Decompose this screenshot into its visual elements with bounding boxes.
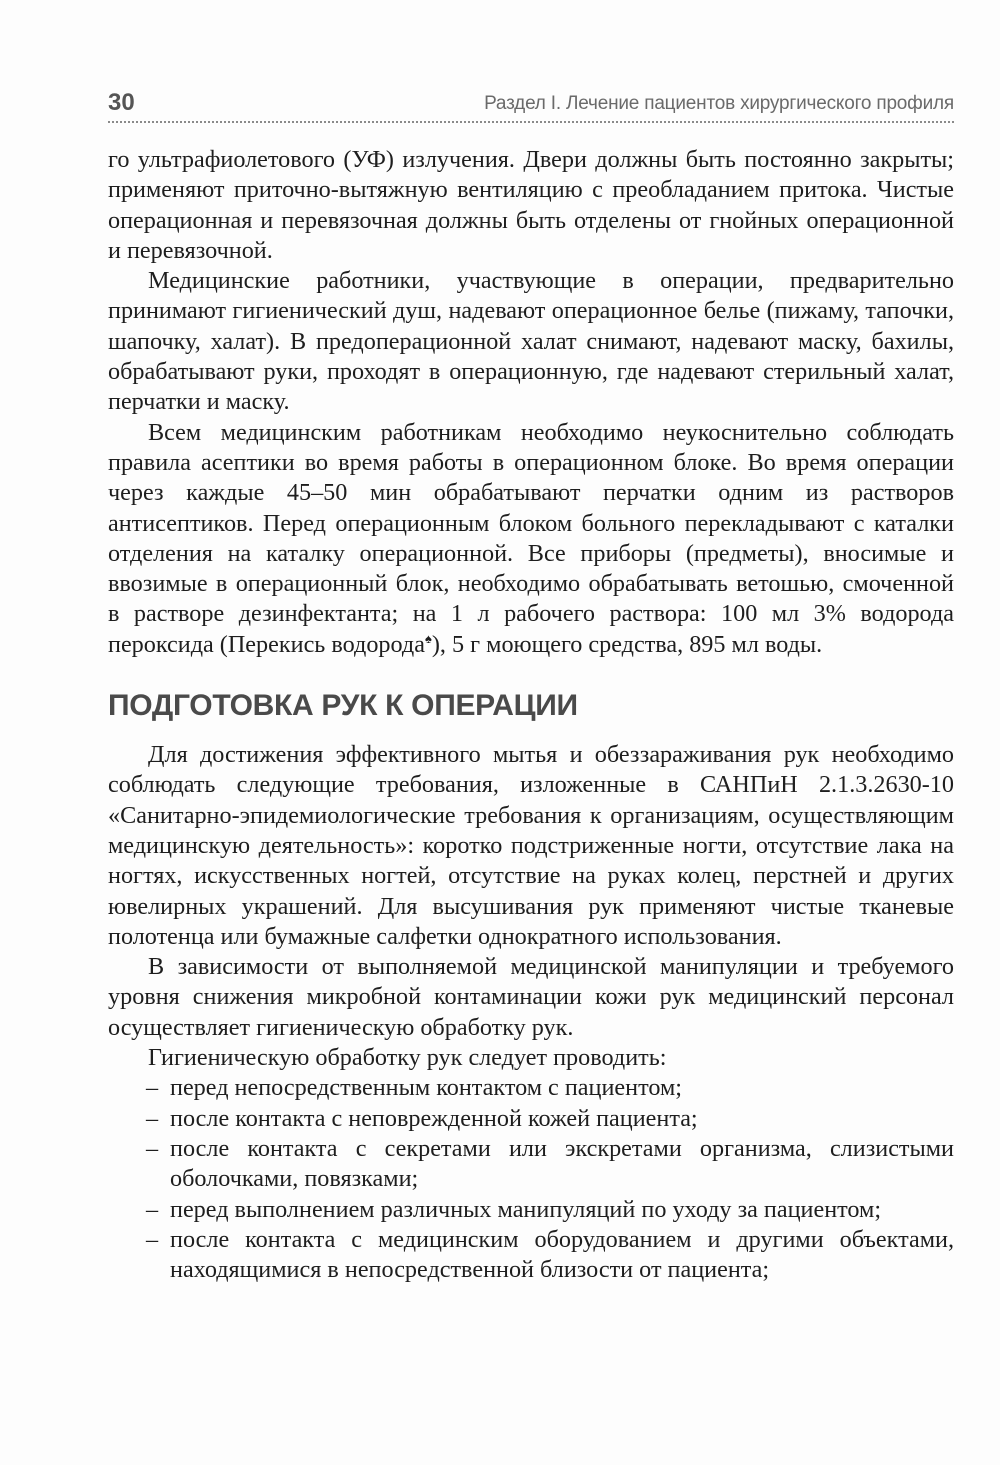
- list-item-text: после контакта с неповрежденной кожей пациента;: [170, 1104, 698, 1132]
- list-item: [108, 1195, 954, 1225]
- list-bullet: –: [146, 1074, 159, 1102]
- paragraph-asepsis: [108, 418, 954, 660]
- paragraph-asepsis-tail: ), 5 г моющего средства, 895 мл воды.: [431, 630, 823, 658]
- header-divider: [108, 121, 954, 123]
- list-item: [108, 1225, 954, 1286]
- running-head: Раздел I. Лечение пациентов хирургического профиля: [484, 93, 954, 114]
- section-heading: ПОДГОТОВКА РУК К ОПЕРАЦИИ: [108, 689, 578, 723]
- paragraph-hygienic-treatment: В зависимости от выполняемой медицинской манипуляции и требуемого уровня снижения микробной контаминации кожи рук медицинский персонал осуществляет гигиеническую обработку рук.: [108, 953, 954, 1041]
- list-item: [108, 1134, 954, 1195]
- list-bullet: –: [146, 1134, 159, 1162]
- paragraph-requirements: Для достижения эффективного мытья и обеззараживания рук необходимо соблюдать следующие требования, изложенные в САНПиН 2.1.3.2630-10 «Санитарно-эпидемиологические требования к организациям, осуществляющим медицинскую деятельность»: коротко подстриженные ногти, отсутствие лака на ногтях, искусственных ногтей, отсутствие на руках колец, перстней и других ювелирных украшений. Для высушивания рук применяют чистые тканевые полотенца или бумажные салфетки однократного использования.: [108, 741, 954, 950]
- paragraph-staff-preparation: Медицинские работники, участвующие в операции, предварительно принимают гигиенический душ, надевают операционное белье (пижаму, тапочки, шапочку, халат). В предоперационной халат снимают, надевают маску, бахилы, обрабатывают руки, проходят в операционную, где надевают стерильный халат, перчатки и маску.: [108, 267, 954, 416]
- list-item-text: после контакта с медицинским оборудованием и другими объектами, находящимися в непосредственной близости от пациента;: [170, 1225, 954, 1284]
- paragraph-list-intro: Гигиеническую обработку рук следует проводить:: [148, 1044, 667, 1072]
- list-item: [108, 1073, 954, 1103]
- page-number: 30: [108, 89, 135, 116]
- trademark-mark: ♠: [424, 630, 432, 646]
- list-bullet: –: [146, 1195, 159, 1223]
- list-bullet: –: [146, 1104, 159, 1132]
- list-item-text: после контакта с секретами или экскретами организма, слизистыми оболочками, повязками;: [170, 1134, 954, 1193]
- hand-hygiene-list: [108, 1073, 954, 1285]
- paragraph-asepsis-text: Всем медицинским работникам необходимо неукоснительно соблюдать правила асептики во время работы в операционном блоке. Во время операции через каждые 45–50 мин обрабатывают перчатки одним из растворов антисептиков. Перед операционным блоком больного перекладывают с каталки отделения на каталку операционной. Все приборы (предметы), вносимые и ввозимые в операционный блок, необходимо обрабатывать ветошью, смоченной в растворе дезинфектанта; на 1 л рабочего раствора: 100 мл 3% водорода пероксида (Перекись водорода: [108, 418, 954, 658]
- list-bullet: –: [146, 1225, 159, 1253]
- page-header: [108, 88, 954, 118]
- body-text: [108, 145, 954, 1285]
- paragraph-continuation: го ультрафиолетового (УФ) излучения. Двери должны быть постоянно закрыты; применяют приточно-вытяжную вентиляцию с преобладанием притока. Чистые операционная и перевязочная должны быть отделены от гнойных операционной и перевязочной.: [108, 146, 954, 264]
- list-item: [108, 1104, 954, 1134]
- list-item-text: перед непосредственным контактом с пациентом;: [170, 1074, 682, 1102]
- list-item-text: перед выполнением различных манипуляций по уходу за пациентом;: [170, 1195, 882, 1223]
